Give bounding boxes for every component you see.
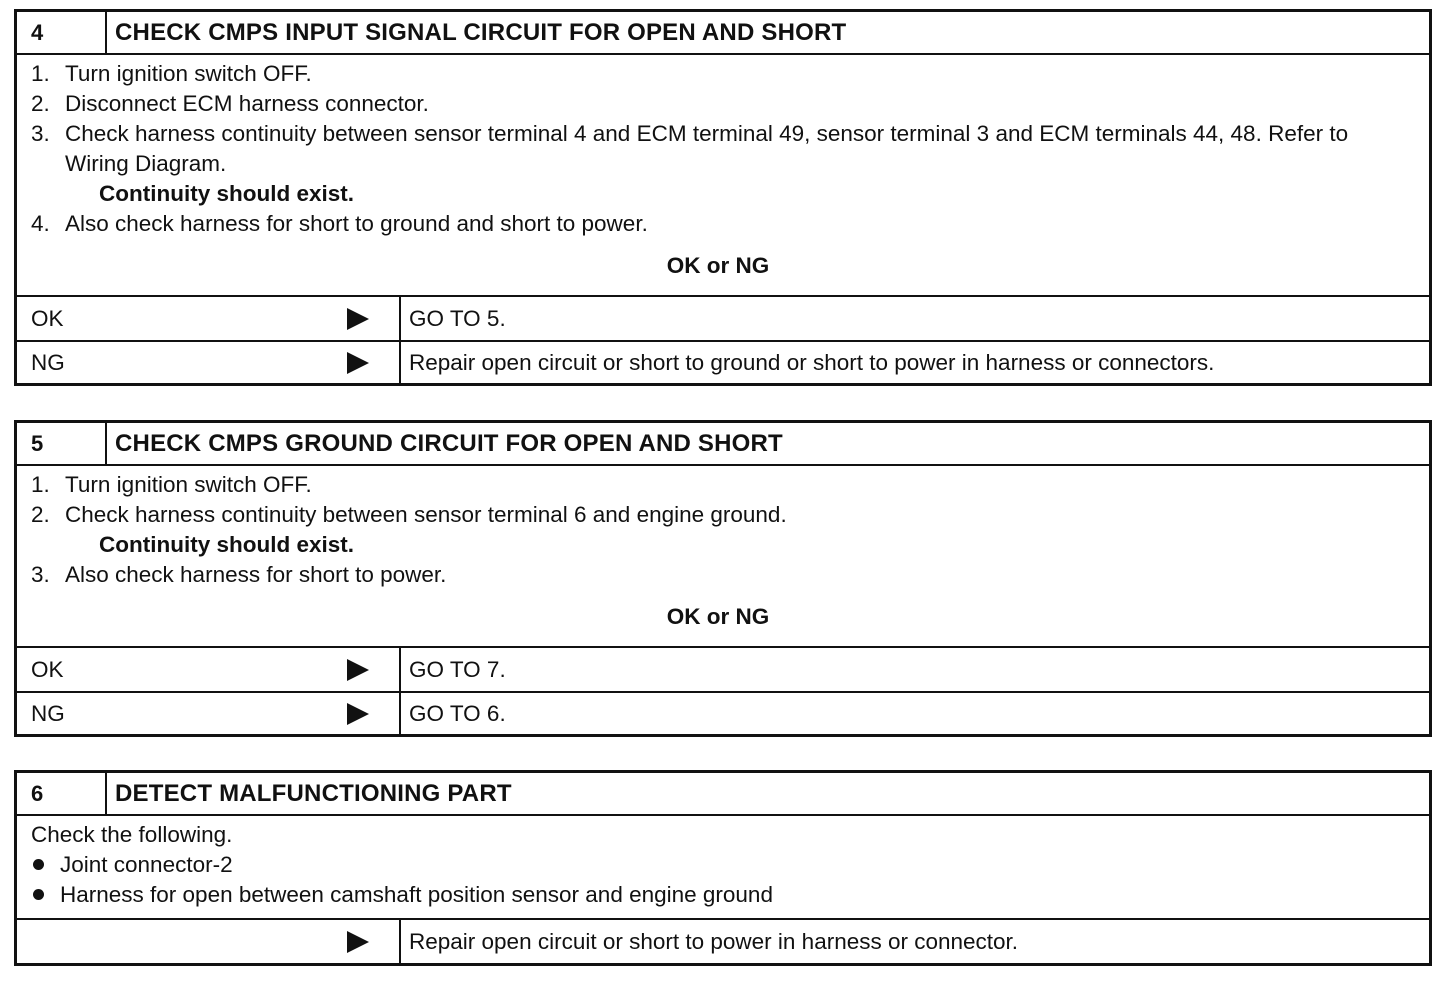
- result-condition: [17, 297, 401, 340]
- result-condition: [17, 342, 401, 383]
- list-item-text: Harness for open between camshaft position sensor and engine ground: [60, 882, 773, 907]
- instruction-item: [31, 500, 1415, 530]
- instruction-number: 1.: [31, 61, 50, 86]
- step-4-box: [14, 9, 1432, 386]
- ok-or-ng-label: OK or NG: [666, 604, 770, 629]
- step-instructions: [17, 55, 1429, 297]
- instruction-item: [31, 470, 1415, 500]
- result-condition: [17, 648, 401, 691]
- instruction-text: Check harness continuity between sensor terminal 6 and engine ground.: [65, 502, 787, 527]
- step-number: 6: [17, 773, 107, 814]
- instruction-text: Check harness continuity between sensor terminal 4 and ECM terminal 49, sensor terminal 3 and ECM terminals 44, 48. Refer to Wiring Diagram.: [65, 121, 1349, 176]
- check-intro: Check the following.: [31, 822, 233, 847]
- arrow-right-icon: [347, 703, 369, 725]
- result-condition: [17, 920, 401, 963]
- instruction-item: [31, 89, 1415, 119]
- step-title: CHECK CMPS GROUND CIRCUIT FOR OPEN AND SHORT: [115, 429, 783, 457]
- result-action: Repair open circuit or short to power in harness or connector.: [409, 928, 1019, 954]
- arrow-right-icon: [347, 308, 369, 330]
- step-instructions: [17, 816, 1429, 920]
- result-row-ok: [17, 297, 1429, 340]
- step-number: 4: [17, 12, 107, 53]
- instruction-text: Also check harness for short to power.: [65, 562, 447, 587]
- instruction-number: 2.: [31, 91, 50, 116]
- arrow-right-icon: [347, 659, 369, 681]
- arrow-right-icon: [347, 352, 369, 374]
- bullet-icon: [33, 889, 44, 900]
- instruction-number: 1.: [31, 472, 50, 497]
- instruction-text: Turn ignition switch OFF.: [65, 472, 312, 497]
- result-row: [17, 920, 1429, 963]
- step-header: [17, 12, 1429, 55]
- instruction-number: 4.: [31, 211, 50, 236]
- step-number: 5: [17, 423, 107, 464]
- bullet-icon: [33, 859, 44, 870]
- step-5-box: [14, 420, 1432, 737]
- instruction-number: 3.: [31, 121, 50, 146]
- result-label: OK: [31, 656, 64, 682]
- list-item-text: Joint connector-2: [60, 852, 233, 877]
- instruction-item: [31, 59, 1415, 89]
- result-action: GO TO 5.: [409, 305, 506, 331]
- instruction-item: [31, 209, 1415, 239]
- result-row-ok: [17, 648, 1429, 691]
- list-item: [31, 850, 1415, 880]
- result-action: GO TO 6.: [409, 700, 506, 726]
- result-label: NG: [31, 349, 65, 375]
- step-instructions: [17, 466, 1429, 648]
- step-title: DETECT MALFUNCTIONING PART: [115, 779, 512, 807]
- continuity-note: Continuity should exist.: [99, 532, 355, 557]
- instruction-item: [31, 560, 1415, 590]
- step-title: CHECK CMPS INPUT SIGNAL CIRCUIT FOR OPEN AND SHORT: [115, 18, 847, 46]
- result-row-ng: [17, 340, 1429, 383]
- step-6-box: [14, 770, 1432, 966]
- instruction-text: Also check harness for short to ground and short to power.: [65, 211, 648, 236]
- result-label: OK: [31, 305, 64, 331]
- instruction-number: 3.: [31, 562, 50, 587]
- arrow-right-icon: [347, 931, 369, 953]
- step-header: [17, 773, 1429, 816]
- step-header: [17, 423, 1429, 466]
- ok-or-ng-label: OK or NG: [666, 253, 770, 278]
- instruction-text: Disconnect ECM harness connector.: [65, 91, 429, 116]
- list-item: [31, 880, 1415, 910]
- instruction-item: [31, 119, 1415, 179]
- result-condition: [17, 693, 401, 734]
- instruction-text: Turn ignition switch OFF.: [65, 61, 312, 86]
- instruction-number: 2.: [31, 502, 50, 527]
- result-label: NG: [31, 700, 65, 726]
- result-action: Repair open circuit or short to ground or short to power in harness or connectors.: [409, 349, 1215, 375]
- result-action: GO TO 7.: [409, 656, 506, 682]
- result-row-ng: [17, 691, 1429, 734]
- continuity-note: Continuity should exist.: [99, 181, 355, 206]
